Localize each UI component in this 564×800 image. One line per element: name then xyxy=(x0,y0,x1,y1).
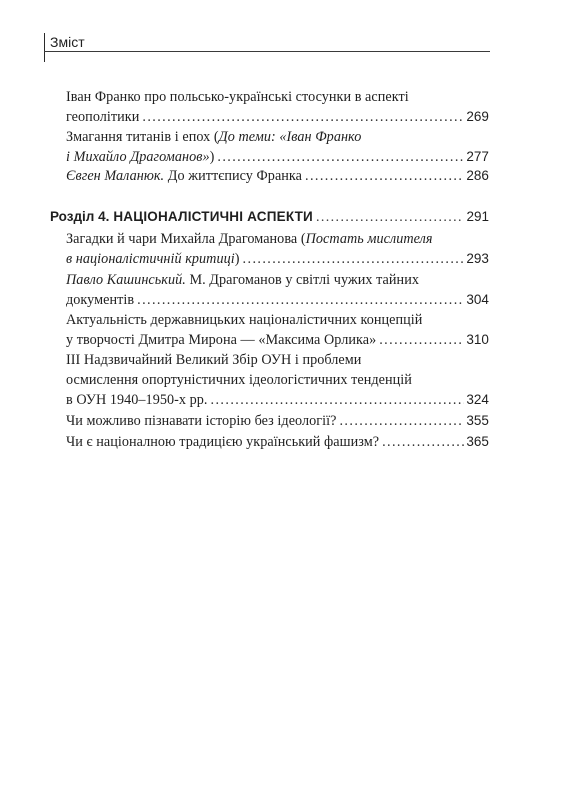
toc-entry-title-line: Іван Франко про польсько-українські стосунки в аспекті xyxy=(66,89,409,105)
dot-leader xyxy=(316,208,465,228)
toc-entry[interactable] xyxy=(66,127,489,167)
toc-entry-title-line: Павло Кашинський. М. Драгоманов у світлі чужих тайних xyxy=(66,272,419,288)
dot-leader xyxy=(382,432,464,452)
dot-leader xyxy=(142,107,464,127)
toc-entry-title-line: документів xyxy=(66,292,135,308)
toc-page-number: 293 xyxy=(466,251,489,266)
toc-page-number: 304 xyxy=(466,292,489,307)
toc-entry[interactable] xyxy=(66,166,489,186)
dot-leader xyxy=(339,411,464,431)
page-header xyxy=(0,0,564,60)
toc-entry-italic-part: До теми: «Іван Франко xyxy=(218,129,362,145)
section-label: Розділ 4. xyxy=(50,209,110,224)
toc-entry-last-line xyxy=(66,147,489,167)
toc-entry-last-line xyxy=(66,411,489,431)
toc-entry[interactable] xyxy=(66,350,489,410)
dot-leader xyxy=(217,147,464,167)
toc-entry[interactable] xyxy=(66,87,489,127)
dot-leader xyxy=(137,290,464,310)
dot-leader xyxy=(243,249,465,269)
toc-entry[interactable] xyxy=(66,411,489,431)
toc-page-number: 291 xyxy=(466,209,489,224)
toc-entry[interactable] xyxy=(66,432,489,452)
toc-page-number: 286 xyxy=(466,168,489,183)
toc-entry[interactable] xyxy=(66,310,489,350)
toc-entry-title-line: Змагання титанів і епох (До теми: «Іван Франко xyxy=(66,129,362,145)
toc-entry-last-line xyxy=(66,432,489,452)
toc-entry-title-line: у творчості Дмитра Мирона — «Максима Орлика» xyxy=(66,332,377,348)
toc-entry-last-line xyxy=(66,107,489,127)
dot-leader xyxy=(211,390,465,410)
running-head-title: Зміст xyxy=(50,34,85,50)
toc-entry-last-line xyxy=(66,249,489,269)
dot-leader xyxy=(305,166,464,186)
toc-entry-title-line: і Михайло Драгоманов») xyxy=(66,149,215,165)
toc-page-number: 355 xyxy=(466,413,489,428)
header-tick-mark xyxy=(44,33,45,62)
section-title: НАЦІОНАЛІСТИЧНІ АСПЕКТИ xyxy=(113,209,313,224)
toc-entry-last-line xyxy=(66,330,489,350)
toc-entry-title-line: осмислення опортуністичних ідеологістичних тенденцій xyxy=(66,372,412,388)
toc-page-number: 324 xyxy=(466,392,489,407)
toc-entry-last-line xyxy=(66,166,489,186)
dot-leader xyxy=(379,330,464,350)
toc-entry-last-line xyxy=(66,290,489,310)
header-rule xyxy=(44,51,490,52)
section-heading[interactable] xyxy=(50,207,489,228)
toc-entry-title-line: Чи можливо пізнавати історію без ідеології? xyxy=(66,413,337,429)
toc-entry-title-line: Чи є націоналною традицією український фашизм? xyxy=(66,434,380,450)
toc-entry-title-line: Загадки й чари Михайла Драгоманова (Постать мислителя xyxy=(66,231,433,247)
toc-page-number: 310 xyxy=(466,332,489,347)
toc-entry-title-line: в ОУН 1940–1950-х рр. xyxy=(66,392,208,408)
toc-entry-last-line xyxy=(66,390,489,410)
toc-entry-title-line: ІІІ Надзвичайний Великий Збір ОУН і проблеми xyxy=(66,352,362,368)
toc-page-number: 365 xyxy=(466,434,489,449)
toc-entry-title-line: Євген Маланюк. До життєпису Франка xyxy=(66,168,303,184)
toc-page-number: 269 xyxy=(466,109,489,124)
toc-page-number: 277 xyxy=(466,149,489,164)
toc-entry[interactable] xyxy=(66,270,489,310)
toc-entry-title-line: в націоналістичній критиці) xyxy=(66,251,240,267)
section-heading-line xyxy=(50,207,489,228)
toc-entry-title-line: Актуальність державницьких націоналістичних концепцій xyxy=(66,312,423,328)
toc-entry[interactable] xyxy=(66,229,489,269)
toc-entry-title-line: геополітики xyxy=(66,109,140,125)
